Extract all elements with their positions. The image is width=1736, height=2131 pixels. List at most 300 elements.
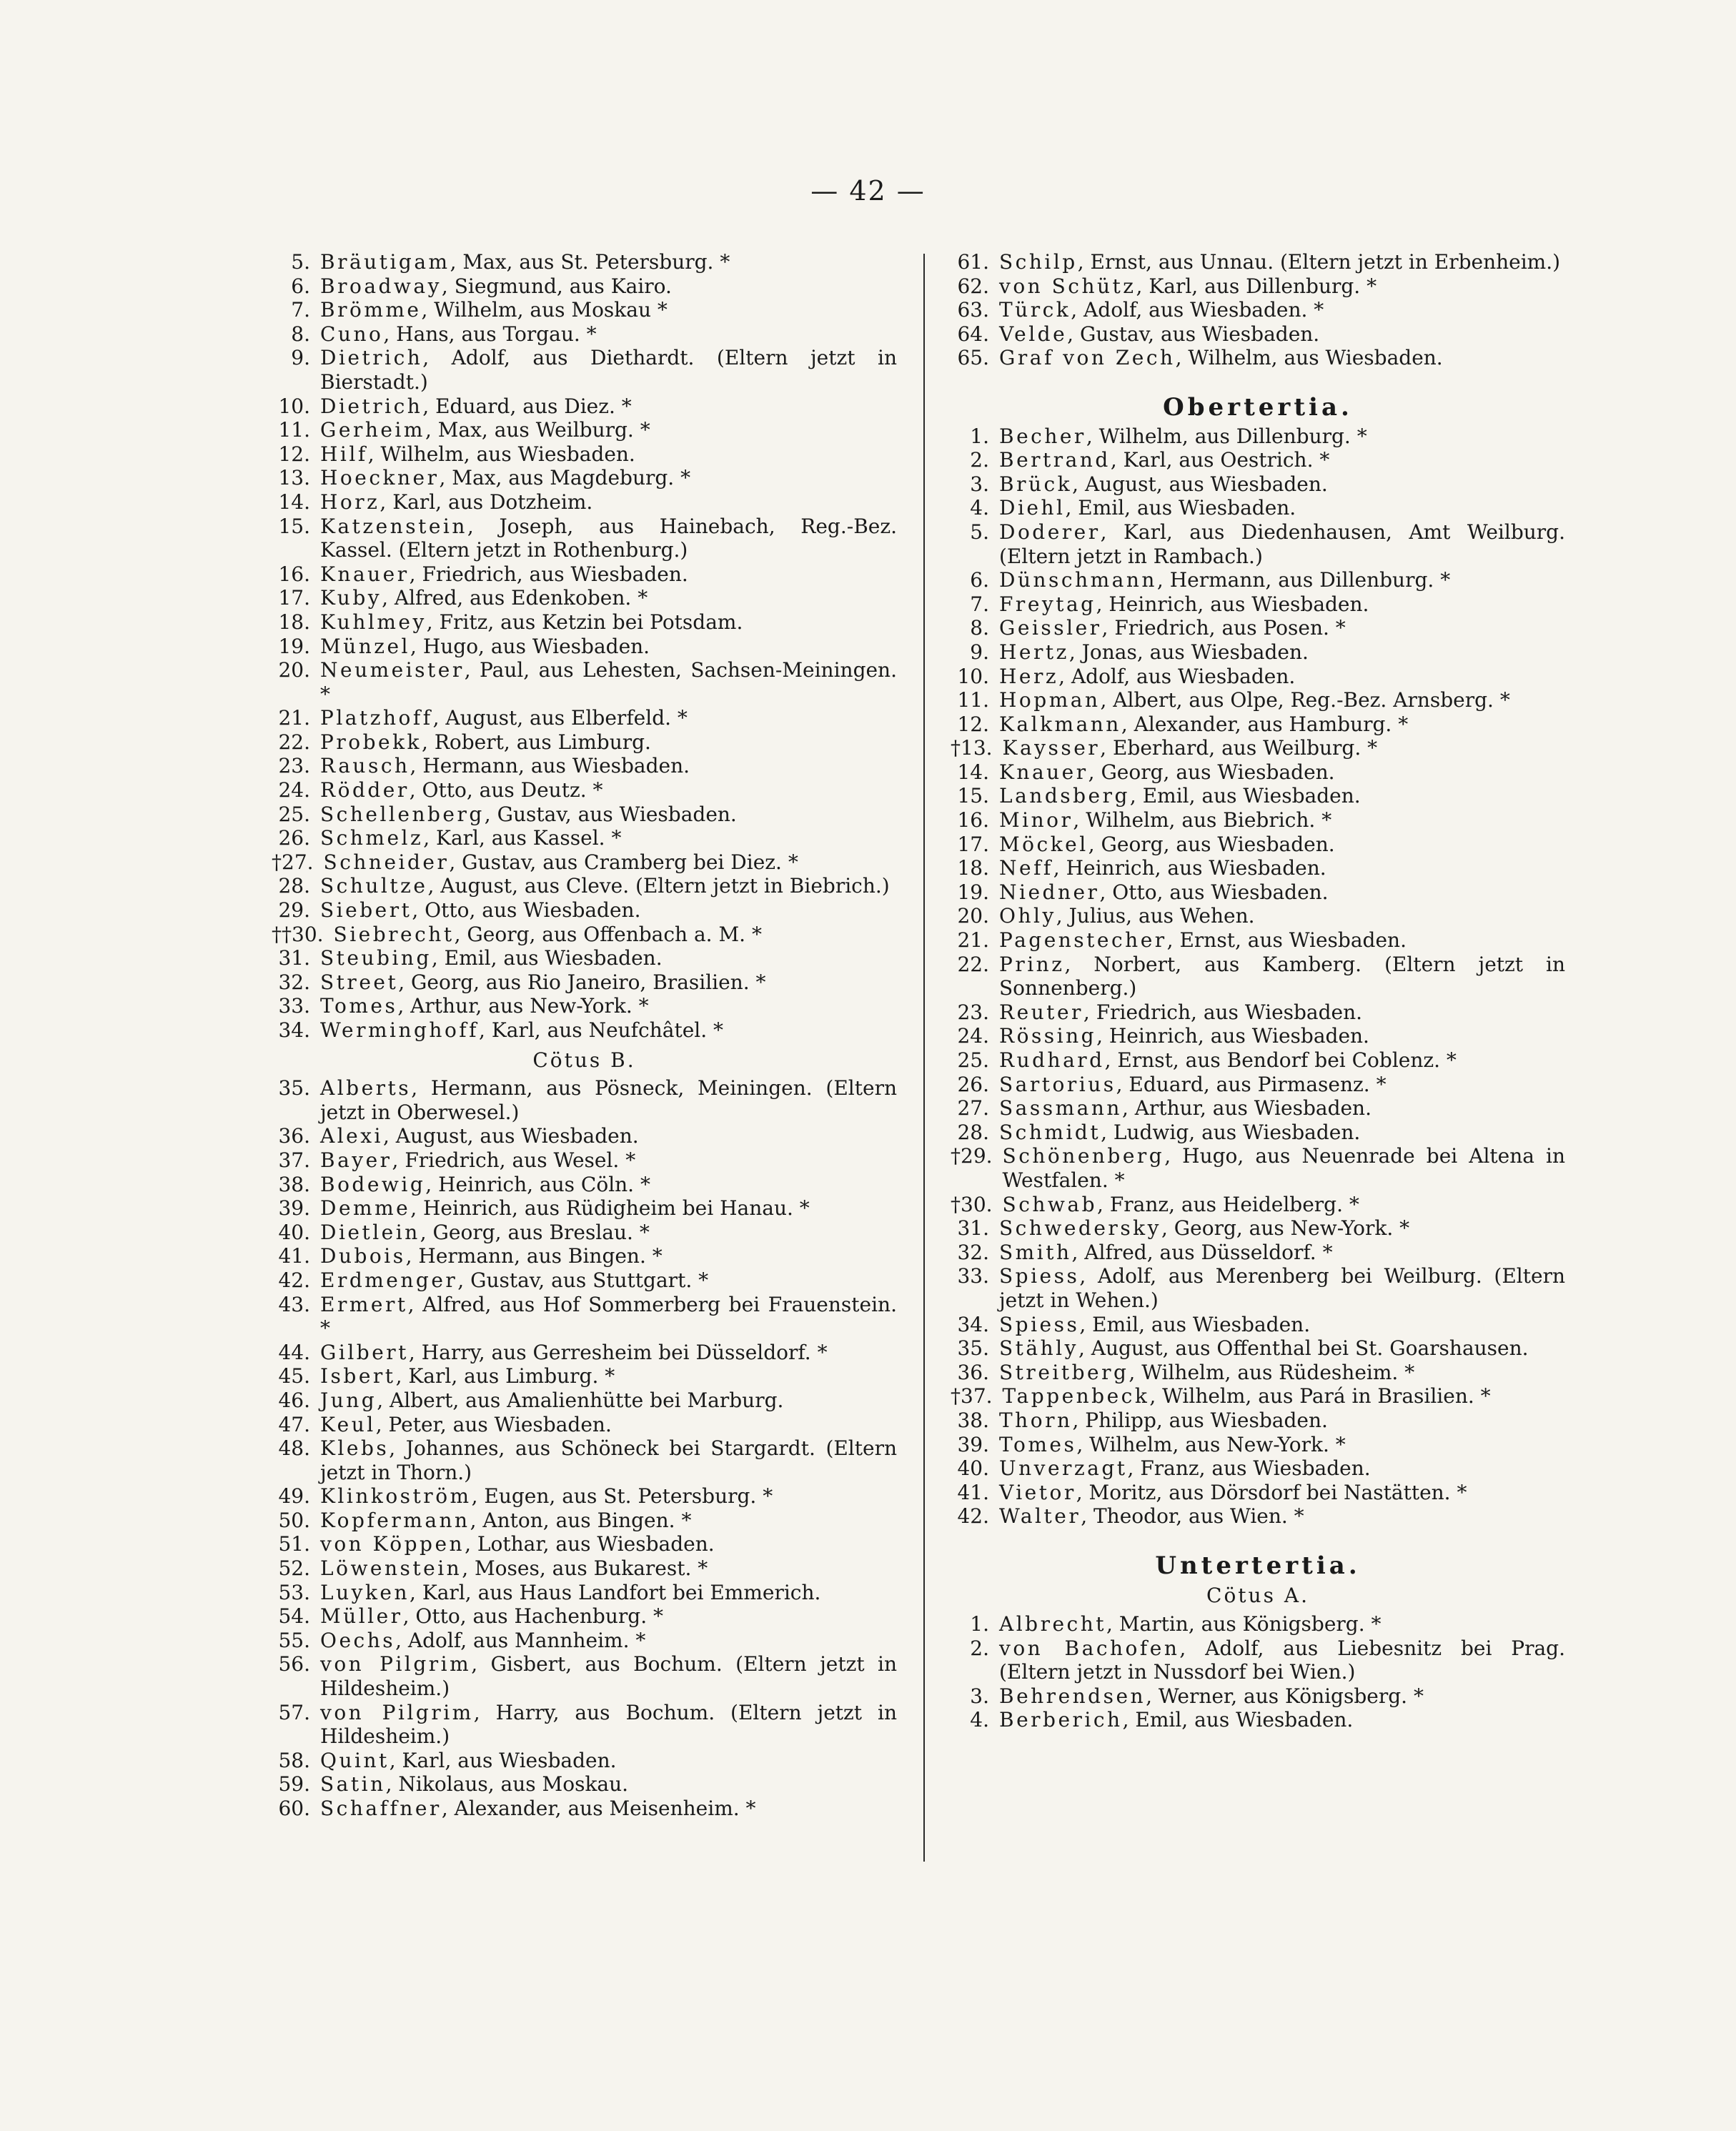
entry-text bbox=[999, 1073, 1565, 1097]
student-details: , Jonas, aus Wiesbaden. bbox=[1068, 640, 1309, 664]
list-item bbox=[951, 346, 1565, 370]
entry-text bbox=[999, 1409, 1565, 1433]
student-details: , Karl, aus Neufchâtel. * bbox=[479, 1018, 724, 1042]
student-details: , Paul, aus Lehesten, Sachsen-Meiningen. * bbox=[320, 658, 897, 706]
list-item bbox=[951, 322, 1565, 347]
entry-number: †30. bbox=[951, 1192, 993, 1216]
student-details: , Karl, aus Wiesbaden. bbox=[389, 1748, 617, 1772]
entry-number: 14. bbox=[278, 490, 310, 514]
entry-number: 47. bbox=[278, 1412, 310, 1436]
entry-number: 41. bbox=[278, 1244, 310, 1268]
entry-number: 17. bbox=[278, 586, 310, 610]
entry-number: 40. bbox=[957, 1456, 989, 1481]
entry-number: 10. bbox=[957, 664, 989, 688]
student-name: Alberts bbox=[320, 1076, 412, 1101]
entry-text bbox=[320, 635, 897, 659]
entry-number: 8. bbox=[970, 616, 989, 640]
entry-text bbox=[320, 1436, 897, 1484]
student-details: , Emil, aus Wiesbaden. bbox=[1129, 784, 1361, 808]
student-details: , Georg, aus Offenbach a. M. * bbox=[454, 922, 762, 946]
entry-number: 26. bbox=[278, 826, 310, 850]
entry-text bbox=[1003, 736, 1565, 760]
list-item bbox=[951, 1336, 1565, 1361]
entry-number: 4. bbox=[970, 496, 989, 520]
entry-number: 34. bbox=[278, 1018, 310, 1042]
list-item bbox=[272, 1509, 897, 1533]
list-item bbox=[272, 803, 897, 827]
student-name: Katzenstein bbox=[320, 514, 467, 538]
student-details: , Moritz, aus Dörsdorf bei Nastätten. * bbox=[1076, 1480, 1467, 1504]
list-item bbox=[951, 1144, 1565, 1192]
entry-text bbox=[320, 1244, 897, 1268]
student-name: Schultze bbox=[320, 874, 428, 898]
student-name: Thorn bbox=[999, 1408, 1073, 1432]
entry-number: 25. bbox=[278, 802, 310, 826]
student-name: von Pilgrim bbox=[320, 1700, 474, 1724]
entry-text bbox=[999, 904, 1565, 928]
entry-text bbox=[999, 274, 1565, 299]
entry-text bbox=[999, 1264, 1565, 1312]
list-item bbox=[951, 1121, 1565, 1145]
entry-text bbox=[320, 322, 897, 347]
student-name: Möckel bbox=[999, 832, 1088, 856]
student-name: Gerheim bbox=[320, 418, 425, 442]
entry-number: 50. bbox=[278, 1508, 310, 1532]
student-details: , Philipp, aus Wiesbaden. bbox=[1072, 1408, 1328, 1432]
student-name: von Pilgrim bbox=[320, 1652, 472, 1677]
entry-text bbox=[999, 1361, 1565, 1385]
list-item bbox=[272, 1173, 897, 1197]
student-name: Schwab bbox=[1002, 1192, 1098, 1216]
student-details: , Karl, aus Oestrich. * bbox=[1110, 448, 1330, 472]
student-name: Broadway bbox=[320, 274, 442, 298]
entry-text bbox=[320, 898, 897, 923]
student-name: Ohly bbox=[999, 904, 1056, 928]
entry-text bbox=[320, 1018, 897, 1043]
entry-text bbox=[320, 778, 897, 803]
entry-number: 22. bbox=[278, 730, 310, 754]
student-details: , Wilhelm, aus Biebrich. * bbox=[1073, 808, 1332, 833]
student-details: , Wilhelm, aus Pará in Brasilien. * bbox=[1149, 1384, 1491, 1409]
list-item bbox=[951, 1684, 1565, 1709]
student-name: Niedner bbox=[999, 880, 1100, 904]
entry-text bbox=[320, 586, 897, 610]
student-details: , Alexander, aus Hamburg. * bbox=[1121, 712, 1409, 736]
student-details: , Heinrich, aus Wiesbaden. bbox=[1096, 1024, 1369, 1048]
list-item bbox=[272, 1436, 897, 1484]
student-details: , Werner, aus Königsberg. * bbox=[1146, 1684, 1424, 1708]
list-item bbox=[951, 250, 1565, 274]
list-item bbox=[272, 898, 897, 923]
student-name: Berberich bbox=[999, 1708, 1123, 1732]
list-item bbox=[951, 953, 1565, 1000]
student-details: , Adolf, aus Liebesnitz bei Prag. (Eltern jetzt in Nussdorf bei Wien.) bbox=[999, 1636, 1566, 1684]
page-number: — 42 — bbox=[810, 175, 926, 207]
entry-number: 52. bbox=[278, 1556, 310, 1581]
student-details: , Ernst, aus Bendorf bei Coblenz. * bbox=[1104, 1048, 1457, 1072]
student-name: von Schütz bbox=[999, 274, 1136, 298]
entry-text bbox=[999, 665, 1565, 689]
entry-number: 7. bbox=[291, 298, 310, 322]
student-details: , Karl, aus Diedenhausen, Amt Weilburg. (Eltern jetzt in Rambach.) bbox=[999, 520, 1565, 568]
entry-text bbox=[320, 1652, 897, 1700]
student-details: , Wilhelm, aus Moskau * bbox=[421, 298, 668, 322]
list-item bbox=[272, 1244, 897, 1268]
list-item bbox=[272, 1629, 897, 1653]
entry-number: 31. bbox=[278, 946, 310, 970]
student-name: Klinkoström bbox=[320, 1484, 472, 1509]
entry-text bbox=[320, 1221, 897, 1245]
entry-number: 15. bbox=[278, 514, 310, 538]
student-details: , Wilhelm, aus Wiesbaden. bbox=[367, 442, 635, 466]
list-item bbox=[951, 1241, 1565, 1265]
section-heading-cotus-b: Cötus B. bbox=[532, 1048, 636, 1072]
entry-text bbox=[999, 1684, 1565, 1709]
entry-text bbox=[320, 418, 897, 442]
entry-number: 55. bbox=[278, 1628, 310, 1652]
entry-number: 12. bbox=[278, 442, 310, 466]
entry-number: 5. bbox=[291, 250, 310, 274]
list-item bbox=[272, 250, 897, 274]
list-item bbox=[951, 856, 1565, 880]
student-details: , Hugo, aus Wiesbaden. bbox=[410, 634, 650, 658]
entry-number: 34. bbox=[957, 1312, 989, 1336]
entry-number: 16. bbox=[278, 562, 310, 586]
list-item bbox=[272, 322, 897, 347]
list-item bbox=[272, 1604, 897, 1629]
entry-text bbox=[320, 250, 897, 274]
entry-number: †13. bbox=[951, 736, 993, 760]
student-list-right bbox=[951, 250, 1565, 370]
student-name: Rödder bbox=[320, 778, 410, 803]
entry-number: 32. bbox=[957, 1240, 989, 1264]
list-item bbox=[951, 1313, 1565, 1337]
student-details: , Franz, aus Wiesbaden. bbox=[1127, 1456, 1371, 1481]
entry-text bbox=[320, 1484, 897, 1509]
student-name: Dietrich bbox=[320, 346, 423, 370]
entry-number: 21. bbox=[278, 706, 310, 730]
student-name: Schwedersky bbox=[999, 1216, 1161, 1241]
student-name: Kuhlmey bbox=[320, 610, 427, 634]
student-details: , Siegmund, aus Kairo. bbox=[441, 274, 672, 298]
entry-number: 1. bbox=[970, 1612, 989, 1636]
entry-number: 3. bbox=[970, 472, 989, 496]
list-item bbox=[951, 472, 1565, 497]
entry-number: 28. bbox=[957, 1120, 989, 1144]
student-details: , Eugen, aus St. Petersburg. * bbox=[471, 1484, 773, 1509]
list-item bbox=[951, 1384, 1565, 1409]
student-name: Erdmenger bbox=[320, 1268, 458, 1292]
list-item bbox=[951, 712, 1565, 737]
entry-text bbox=[999, 520, 1565, 568]
entry-text bbox=[320, 946, 897, 970]
student-name: Löwenstein bbox=[320, 1556, 462, 1581]
student-details: , Theodor, aus Wien. * bbox=[1081, 1504, 1304, 1529]
student-details: , Karl, aus Limburg. * bbox=[395, 1364, 615, 1389]
student-details: , Eduard, aus Pirmasenz. * bbox=[1116, 1072, 1387, 1096]
student-name: Rössing bbox=[999, 1024, 1097, 1048]
entry-text bbox=[999, 1048, 1565, 1073]
entry-text bbox=[999, 592, 1565, 617]
student-name: Freytag bbox=[999, 592, 1096, 616]
entry-number: 8. bbox=[291, 322, 310, 346]
student-name: Rudhard bbox=[999, 1048, 1105, 1072]
entry-number: 40. bbox=[278, 1220, 310, 1244]
entry-number: 19. bbox=[957, 880, 989, 904]
entry-text bbox=[999, 1433, 1565, 1457]
list-item bbox=[951, 274, 1565, 299]
list-item bbox=[272, 874, 897, 898]
entry-number: 54. bbox=[278, 1604, 310, 1629]
entry-number: 4. bbox=[970, 1708, 989, 1732]
student-name: Schönenberg bbox=[1002, 1144, 1165, 1168]
entry-text bbox=[320, 874, 897, 898]
entry-text bbox=[320, 826, 897, 850]
entry-number: 45. bbox=[278, 1364, 310, 1389]
list-item bbox=[272, 346, 897, 394]
student-list-cotus-b bbox=[272, 1076, 897, 1820]
entry-text bbox=[320, 1581, 897, 1605]
entry-text bbox=[320, 346, 897, 394]
student-name: Luyken bbox=[320, 1580, 410, 1604]
entry-number: 21. bbox=[957, 928, 989, 953]
list-item bbox=[272, 562, 897, 587]
entry-text bbox=[320, 1604, 897, 1629]
student-details: , Karl, aus Kassel. * bbox=[423, 826, 622, 850]
entry-number: 9. bbox=[970, 640, 989, 664]
list-item bbox=[272, 1076, 897, 1124]
list-item bbox=[272, 394, 897, 419]
entry-number: 60. bbox=[278, 1797, 310, 1820]
student-name: Jung bbox=[320, 1388, 377, 1412]
entry-text bbox=[320, 1749, 897, 1773]
entry-number: 18. bbox=[957, 856, 989, 880]
list-item bbox=[951, 1216, 1565, 1241]
student-name: Minor bbox=[999, 808, 1073, 833]
student-details: , Friedrich, aus Posen. * bbox=[1101, 616, 1346, 640]
student-name: Smith bbox=[999, 1240, 1072, 1264]
list-item bbox=[272, 1221, 897, 1245]
student-details: , Max, aus St. Petersburg. * bbox=[450, 250, 730, 274]
student-details: , Karl, aus Dotzheim. bbox=[380, 490, 593, 514]
entry-text bbox=[999, 472, 1565, 497]
student-details: , Alfred, aus Hof Sommerberg bei Frauenstein. * bbox=[320, 1292, 897, 1341]
student-name: Dünschmann bbox=[999, 568, 1157, 592]
entry-number: 39. bbox=[957, 1432, 989, 1456]
list-item bbox=[272, 418, 897, 442]
student-name: Tomes bbox=[320, 994, 398, 1018]
column-divider bbox=[923, 254, 925, 1862]
entry-number: 29. bbox=[278, 898, 310, 923]
entry-text bbox=[999, 1708, 1565, 1732]
student-details: , Otto, aus Wiesbaden. bbox=[412, 898, 641, 923]
student-details: , Heinrich, aus Wiesbaden. bbox=[1053, 856, 1326, 880]
entry-text bbox=[320, 970, 897, 995]
student-name: Street bbox=[320, 970, 399, 994]
student-details: , Emil, aus Wiesbaden. bbox=[1079, 1312, 1311, 1336]
student-name: Vietor bbox=[999, 1480, 1076, 1504]
student-details: , Gustav, aus Wiesbaden. bbox=[484, 802, 737, 826]
student-details: , Adolf, aus Wiesbaden. bbox=[1058, 664, 1296, 688]
student-name: Tappenbeck bbox=[1002, 1384, 1150, 1409]
student-name: Spiess bbox=[999, 1264, 1080, 1288]
entry-number: 61. bbox=[957, 250, 989, 274]
student-details: , Gustav, aus Cramberg bei Diez. * bbox=[449, 850, 798, 874]
student-name: Reuter bbox=[999, 1000, 1083, 1024]
section-heading-untertertia: Untertertia. bbox=[1155, 1551, 1361, 1580]
student-name: Prinz bbox=[999, 952, 1065, 976]
entry-number: 57. bbox=[278, 1700, 310, 1724]
student-name: Schellenberg bbox=[320, 802, 485, 826]
student-name: Schmidt bbox=[999, 1120, 1101, 1144]
entry-number: 1. bbox=[970, 424, 989, 448]
entry-number: 44. bbox=[278, 1340, 310, 1364]
entry-text bbox=[320, 490, 897, 515]
student-details: , Friedrich, aus Wiesbaden. bbox=[1083, 1000, 1363, 1024]
student-name: Neff bbox=[999, 856, 1053, 880]
entry-number: 56. bbox=[278, 1652, 310, 1677]
student-details: , Georg, aus New-York. * bbox=[1161, 1216, 1410, 1241]
entry-text bbox=[999, 1000, 1565, 1025]
student-details: , August, aus Elberfeld. * bbox=[432, 706, 688, 730]
student-details: , Adolf, aus Mannheim. * bbox=[395, 1628, 646, 1652]
list-item bbox=[272, 946, 897, 970]
entry-text bbox=[1003, 1144, 1565, 1192]
entry-number: 18. bbox=[278, 610, 310, 634]
student-name: von Köppen bbox=[320, 1532, 465, 1556]
student-list-untertertia bbox=[951, 1612, 1565, 1732]
list-item bbox=[951, 1504, 1565, 1529]
student-name: Bodewig bbox=[320, 1172, 426, 1196]
entry-text bbox=[999, 1216, 1565, 1241]
entry-number: 35. bbox=[957, 1336, 989, 1361]
entry-text bbox=[320, 803, 897, 827]
student-name: Tomes bbox=[999, 1432, 1077, 1456]
student-details: , Julius, aus Wehen. bbox=[1056, 904, 1255, 928]
list-item bbox=[951, 616, 1565, 640]
entry-text bbox=[999, 640, 1565, 665]
student-name: Sassmann bbox=[999, 1096, 1122, 1121]
entry-text bbox=[999, 1313, 1565, 1337]
list-item bbox=[272, 970, 897, 995]
list-item bbox=[951, 784, 1565, 808]
student-name: Satin bbox=[320, 1772, 386, 1797]
student-name: Hopman bbox=[999, 688, 1101, 712]
list-item bbox=[951, 760, 1565, 785]
list-item bbox=[951, 1636, 1565, 1684]
section-heading-obertertia: Obertertia. bbox=[1163, 392, 1353, 422]
entry-number: 39. bbox=[278, 1196, 310, 1221]
list-item bbox=[951, 1048, 1565, 1073]
student-name: Probekk bbox=[320, 730, 422, 754]
student-details: , Martin, aus Königsberg. * bbox=[1106, 1612, 1382, 1636]
entry-text bbox=[320, 442, 897, 467]
student-name: Gilbert bbox=[320, 1340, 409, 1364]
entry-number: 11. bbox=[957, 688, 989, 712]
entry-text bbox=[999, 250, 1565, 274]
entry-number: 24. bbox=[957, 1024, 989, 1048]
student-name: Bayer bbox=[320, 1148, 392, 1172]
student-details: , Alfred, aus Edenkoben. * bbox=[382, 586, 648, 610]
student-list-obertertia bbox=[951, 424, 1565, 1529]
student-name: Dietlein bbox=[320, 1220, 420, 1244]
student-details: , Eberhard, aus Weilburg. * bbox=[1100, 736, 1378, 760]
student-name: Kopfermann bbox=[320, 1508, 470, 1532]
entry-number: 3. bbox=[970, 1684, 989, 1708]
student-name: Brömme bbox=[320, 298, 422, 322]
list-item bbox=[272, 635, 897, 659]
student-details: , Adolf, aus Wiesbaden. * bbox=[1071, 298, 1324, 322]
list-item bbox=[272, 754, 897, 778]
entry-number: 59. bbox=[278, 1772, 310, 1797]
list-item bbox=[951, 880, 1565, 905]
student-details: , Gisbert, aus Bochum. (Eltern jetzt in Hildesheim.) bbox=[320, 1652, 897, 1701]
student-name: Kaysser bbox=[1002, 736, 1101, 760]
student-details: , Gustav, aus Stuttgart. * bbox=[457, 1268, 709, 1292]
list-item bbox=[272, 1293, 897, 1341]
student-details: , Hermann, aus Wiesbaden. bbox=[410, 754, 690, 778]
student-name: Isbert bbox=[320, 1364, 396, 1389]
student-details: , Georg, aus Rio Janeiro, Brasilien. * bbox=[398, 970, 766, 994]
entry-text bbox=[320, 1173, 897, 1197]
entry-text bbox=[320, 1389, 897, 1413]
student-details: , Max, aus Weilburg. * bbox=[425, 418, 650, 442]
list-item bbox=[951, 298, 1565, 322]
list-item bbox=[272, 1581, 897, 1605]
entry-number: 10. bbox=[278, 394, 310, 418]
list-item bbox=[951, 1433, 1565, 1457]
entry-text bbox=[999, 448, 1565, 472]
student-name: Schaffner bbox=[320, 1797, 442, 1820]
student-details: , Joseph, aus Hainebach, Reg.-Bez. Kassel. (Eltern jetzt in Rothenburg.) bbox=[320, 514, 897, 562]
entry-text bbox=[320, 1413, 897, 1437]
list-item bbox=[272, 1772, 897, 1797]
entry-number: 17. bbox=[957, 832, 989, 856]
entry-number: 49. bbox=[278, 1484, 310, 1509]
list-item bbox=[272, 923, 897, 947]
student-name: Velde bbox=[999, 322, 1068, 346]
list-item bbox=[951, 736, 1565, 760]
student-name: Hilf bbox=[320, 442, 368, 466]
list-item bbox=[272, 1797, 897, 1821]
student-details: , Peter, aus Wiesbaden. bbox=[375, 1412, 612, 1436]
student-details: , Otto, aus Hachenburg. * bbox=[402, 1604, 663, 1629]
list-item bbox=[272, 1389, 897, 1413]
student-name: Stähly bbox=[999, 1336, 1078, 1361]
list-item bbox=[951, 1024, 1565, 1048]
entry-text bbox=[320, 274, 897, 299]
entry-text bbox=[999, 1504, 1565, 1529]
student-details: , Emil, aus Wiesbaden. bbox=[1122, 1708, 1354, 1732]
list-item bbox=[951, 808, 1565, 833]
student-name: Werminghoff bbox=[320, 1018, 480, 1042]
entry-text bbox=[999, 1481, 1565, 1505]
student-details: , Adolf, aus Diethardt. (Eltern jetzt in Bierstadt.) bbox=[320, 346, 897, 394]
entry-text bbox=[999, 298, 1565, 322]
student-details: , Wilhelm, aus Rüdesheim. * bbox=[1129, 1360, 1415, 1384]
list-item bbox=[272, 1124, 897, 1148]
student-details: , August, aus Wiesbaden. bbox=[1072, 472, 1328, 496]
list-item bbox=[272, 490, 897, 515]
student-details: , Hans, aus Torgau. * bbox=[383, 322, 597, 346]
entry-number: 23. bbox=[278, 754, 310, 778]
student-details: , Fritz, aus Ketzin bei Potsdam. bbox=[426, 610, 743, 634]
student-details: , Ernst, aus Wiesbaden. bbox=[1166, 928, 1407, 953]
student-name: Neumeister bbox=[320, 658, 465, 682]
student-name: Landsberg bbox=[999, 784, 1130, 808]
student-name: Demme bbox=[320, 1196, 411, 1221]
list-item bbox=[272, 1196, 897, 1221]
